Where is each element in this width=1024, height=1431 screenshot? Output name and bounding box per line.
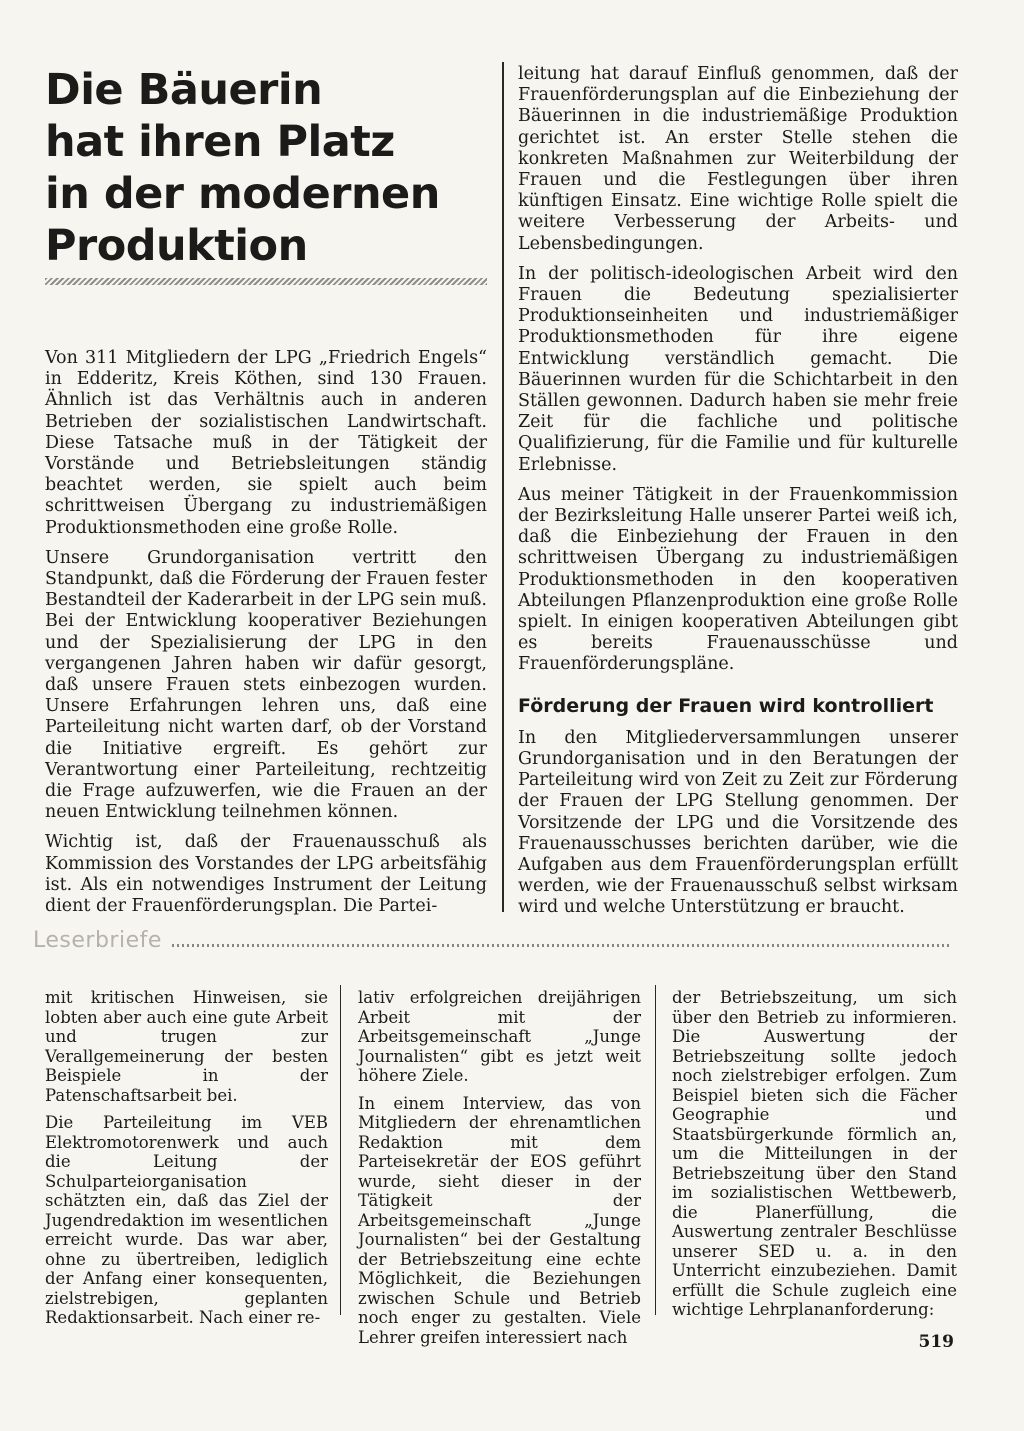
- letter-paragraph: lativ erfolgreichen dreijährigen Arbeit mit der Arbeitsgemeinschaft „Junge Journalisten“ gibt es jetzt weit höhere Ziele.: [358, 988, 641, 1085]
- article-paragraph: Von 311 Mitgliedern der LPG „Friedrich Engels“ in Edderitz, Kreis Köthen, sind 130 Frauen. Ähnlich ist das Verhältnis auch in anderen Betrieben der sozialistischen Landwirtschaft. Diese Tatsache muß in der Tätigkeit der Vorstände und Betriebsleitungen ständig beachtet werden, sie spielt auch beim schrittweisen Übergang zu industriemäßigen Produktionsmethoden eine große Rolle.: [45, 348, 487, 538]
- letters-column-2: [358, 988, 641, 1355]
- letters-column-1: [45, 988, 328, 1336]
- article-paragraph: In der politisch-ideologischen Arbeit wird den Frauen die Bedeutung spezialisierter Produktionseinheiten und industriemäßiger Produktionsmethoden für ihre eigene Entwicklung verständlich gemacht. Die Bäuerinnen wurden für die Schichtarbeit in den Ställen gewonnen. Dadurch haben sie mehr freie Zeit für die fachliche und politische Qualifizierung, für die Familie und für kulturelle Erlebnisse.: [518, 263, 958, 475]
- section-label: Leserbriefe: [33, 928, 162, 953]
- letter-paragraph: der Betriebszeitung, um sich über den Betrieb zu informieren. Die Auswertung der Betriebszeitung sollte jedoch noch zielstrebiger erfolgen. Zum Beispiel bieten sich die Fächer Geographie und Staatsbürgerkunde förmlich an, um die Mitteilungen in der Betriebszeitung über den Stand im sozialistischen Wettbewerb, die Planerfüllung, die Auswertung zentraler Beschlüsse unserer SED u. a. in den Unterricht einzubeziehen. Damit erfüllt die Schule zugleich eine wichtige Lehrplananforderung:: [672, 988, 957, 1319]
- letters-divider-1: [340, 985, 341, 1315]
- headline: [45, 64, 485, 272]
- headline-rule: [45, 278, 487, 285]
- article-column-left: [45, 348, 487, 926]
- letters-divider-2: [655, 985, 656, 1315]
- letter-paragraph: In einem Interview, das von Mitgliedern der ehrenamtlichen Redaktion mit dem Parteisekretär der EOS geführt wurde, sieht dieser in der Tätigkeit der Arbeitsgemeinschaft „Junge Journalisten“ bei der Gestaltung der Betriebszeitung eine echte Möglichkeit, die Beziehungen zwischen Schule und Betrieb noch enger zu gestalten. Viele Lehrer greifen interessiert nach: [358, 1093, 641, 1347]
- headline-line: Die Bäuerin: [45, 65, 323, 115]
- headline-line: Produktion: [45, 221, 308, 271]
- article-paragraph: Wichtig ist, daß der Frauenausschuß als Kommission des Vorstandes der LPG arbeitsfähig ist. Als ein notwendiges Instrument der Leitung dient der Frauenförderungsplan. Die Partei-: [45, 832, 487, 917]
- letters-column-3: [672, 988, 957, 1328]
- letter-paragraph: Die Parteileitung im VEB Elektromotorenwerk und auch die Leitung der Schulparteiorganisation schätzten ein, daß das Ziel der Jugendredaktion im wesentlichen erreicht wurde. Das war aber, ohne zu übertreiben, lediglich der Anfang einer konsequenten, zielstrebigen, geplanten Redaktionsarbeit. Nach einer re-: [45, 1113, 328, 1327]
- letter-paragraph: mit kritischen Hinweisen, sie lobten aber auch eine gute Arbeit und trugen zur Verallgemeinerung der besten Beispiele in der Patenschaftsarbeit bei.: [45, 988, 328, 1105]
- article-column-right: [518, 64, 958, 928]
- column-divider: [502, 62, 504, 912]
- headline-line: hat ihren Platz: [45, 117, 395, 167]
- page-number: 519: [918, 1332, 954, 1352]
- headline-line: in der modernen: [45, 169, 440, 219]
- article-subheading: Förderung der Frauen wird kontrolliert: [518, 694, 934, 717]
- article-paragraph: Aus meiner Tätigkeit in der Frauenkommission der Bezirksleitung Halle unserer Partei weiß ich, daß die Einbeziehung der Frauen in den schrittweisen Übergang zu industriemäßigen Produktionsmethoden in den kooperativen Abteilungen Pflanzenproduktion eine große Rolle spielt. In einigen kooperativen Abteilungen gibt es bereits Frauenausschüsse und Frauenförderungspläne.: [518, 484, 958, 675]
- section-divider: [172, 944, 952, 947]
- article-paragraph: In den Mitgliederversammlungen unserer Grundorganisation und in den Beratungen der Parteileitung wird von Zeit zu Zeit zur Förderung der Frauen der LPG Stellung genommen. Der Vorsitzende der LPG und die Vorsitzende des Frauenausschusses berichten darüber, wie die Aufgaben aus dem Frauenförderungsplan erfüllt werden, wie der Frauenausschuß selbst wirksam wird und welche Unterstützung er braucht.: [518, 727, 958, 918]
- article-paragraph: Unsere Grundorganisation vertritt den Standpunkt, daß die Förderung der Frauen fester Bestandteil der Kaderarbeit in der LPG sein muß. Bei der Entwicklung kooperativer Beziehungen und der Spezialisierung der LPG in den vergangenen Jahren haben wir dafür gesorgt, daß unsere Frauen stets einbezogen wurden. Unsere Erfahrungen lehren uns, daß eine Parteileitung nicht warten darf, ob der Vorstand die Initiative ergreift. Es gehört zur Verantwortung einer Parteileitung, rechtzeitig die Frage aufzuwerfen, wie die Frauen an der neuen Entwicklung teilnehmen können.: [45, 547, 487, 823]
- article-paragraph: leitung hat darauf Einfluß genommen, daß der Frauenförderungsplan auf die Einbeziehung der Bäuerinnen in die industriemäßige Produktion gerichtet ist. An erster Stelle stehen die konkreten Maßnahmen zur Weiterbildung der Frauen und die Festlegungen über ihren künftigen Einsatz. Eine wichtige Rolle spielt die weitere Verbesserung der Arbeits- und Lebensbedingungen.: [518, 64, 958, 254]
